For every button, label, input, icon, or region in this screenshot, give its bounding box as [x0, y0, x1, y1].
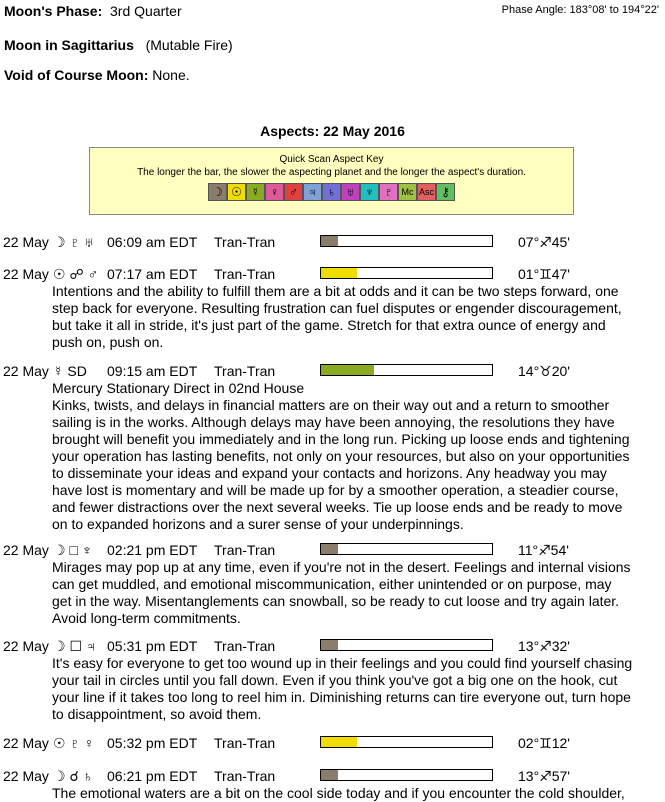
- key-glyph: ♆: [360, 183, 379, 201]
- aspect-glyphs: ☉ ♇ ♀: [53, 735, 95, 751]
- aspect-glyphs: ☿ SD: [53, 363, 87, 379]
- description-line: The emotional waters are a bit on the cool side today and if you encounter the cold shoulder,: [52, 785, 625, 801]
- duration-bar-fill: [321, 268, 357, 278]
- aspect-row: [0, 234, 665, 251]
- duration-bar: [320, 364, 493, 376]
- aspect-description: [52, 380, 652, 533]
- aspect-date: 22 May: [3, 638, 49, 654]
- duration-bar-fill: [321, 365, 374, 375]
- moon-phase-label: Moon's Phase:: [4, 3, 103, 19]
- aspect-description: [52, 559, 652, 627]
- void-of-course-label: Void of Course Moon:: [4, 67, 149, 83]
- aspect-type: Tran-Tran: [214, 542, 276, 558]
- aspect-glyphs: ☽ ☐ ♃: [53, 638, 97, 654]
- aspect-description: [52, 785, 652, 802]
- description-line: step back for everyone. Resulting frustration can fuel disputes or engender discouragement,: [52, 300, 622, 316]
- aspect-entry: [0, 735, 665, 752]
- key-title: Quick Scan Aspect Key: [279, 154, 384, 165]
- aspect-position: 14°♉20': [518, 363, 570, 379]
- description-line: Intentions and the ability to fulfill them are a bit at odds and it can be two steps forward, one: [52, 283, 619, 299]
- description-line: Kinks, twists, and delays in financial matters are on their way out and a return to smoother: [52, 397, 610, 413]
- aspect-type: Tran-Tran: [214, 234, 276, 250]
- duration-bar: [320, 267, 493, 279]
- aspect-entry: [0, 638, 665, 723]
- description-line: your operation has lasting benefits, not only on your resources, but also on your opportunities: [52, 448, 630, 464]
- aspect-glyphs: ☉ ☍ ♂: [53, 266, 99, 282]
- key-glyph: Mc: [398, 183, 417, 201]
- aspect-position: 11°♐54': [518, 542, 569, 558]
- key-subtitle: The longer the bar, the slower the aspecting planet and the longer the aspect's duration.: [137, 167, 526, 178]
- aspect-position: 02°♊12': [518, 735, 570, 751]
- key-glyph: ♄: [322, 183, 341, 201]
- duration-bar-fill: [321, 236, 338, 246]
- aspect-time: 07:17 am EDT: [107, 266, 198, 282]
- key-glyph: ☉: [227, 183, 246, 201]
- duration-bar: [320, 235, 493, 247]
- description-line: It's easy for everyone to get too wound up in their feelings and you could find yourself chasing: [52, 655, 633, 671]
- aspect-type: Tran-Tran: [214, 768, 276, 784]
- key-glyph: ⚷: [436, 183, 455, 201]
- moon-sign-label: Moon in Sagittarius: [4, 37, 134, 53]
- duration-bar-fill: [321, 544, 338, 554]
- aspect-description: [52, 283, 652, 351]
- moon-sign-note: (Mutable Fire): [145, 37, 233, 53]
- key-glyph: ♃: [303, 183, 322, 201]
- aspect-position: 01°♊47': [518, 266, 570, 282]
- void-of-course-value: None.: [152, 67, 190, 83]
- aspect-entry: [0, 266, 665, 351]
- key-glyph: ☿: [246, 183, 265, 201]
- aspect-type: Tran-Tran: [214, 363, 276, 379]
- description-line: your tail in circles until you fall down. Even if you think you've got a big one on the hook, cut: [52, 672, 618, 688]
- key-glyph-strip: [90, 183, 573, 201]
- aspect-position: 13°♐57': [518, 768, 570, 784]
- duration-bar-fill: [321, 770, 338, 780]
- aspect-description: [52, 655, 652, 723]
- description-line: Mercury Stationary Direct in 02nd House: [52, 380, 305, 396]
- aspect-entry: [0, 542, 665, 627]
- description-line: push on, push on.: [52, 334, 164, 350]
- description-line: Mirages may pop up at any time, even if you're not in the desert. Feelings and internal visions: [52, 559, 631, 575]
- aspect-time: 05:32 pm EDT: [107, 735, 198, 751]
- duration-bar: [320, 639, 493, 651]
- phase-angle: Phase Angle: 183°08' to 194°22': [501, 4, 659, 16]
- description-line: brought will benefit you immediately and in the long run. Picking up loose ends and tightening: [52, 431, 630, 447]
- void-of-course-line: [4, 67, 190, 83]
- aspect-time: 06:09 am EDT: [107, 234, 198, 250]
- aspect-time: 02:21 pm EDT: [107, 542, 198, 558]
- aspect-date: 22 May: [3, 768, 49, 784]
- key-glyph: Asc: [417, 183, 436, 201]
- aspect-glyphs: ☽ □ ♆: [53, 542, 93, 558]
- description-line: on to expanded horizons and a surer sense of your underpinnings.: [52, 516, 464, 532]
- aspect-date: 22 May: [3, 542, 49, 558]
- aspect-position: 13°♐32': [518, 638, 570, 654]
- aspect-time: 06:21 pm EDT: [107, 768, 198, 784]
- aspect-row: [0, 266, 665, 283]
- aspect-date: 22 May: [3, 234, 49, 250]
- aspect-position: 07°♐45': [518, 234, 570, 250]
- description-line: and fewer distractions over the next several weeks. Tie up loose ends and be ready to move: [52, 499, 623, 515]
- moon-phase-value: 3rd Quarter: [110, 3, 182, 19]
- quick-scan-aspect-key: [89, 147, 574, 215]
- key-glyph: ♅: [341, 183, 360, 201]
- key-glyph: ☽: [208, 183, 227, 201]
- aspect-entry: [0, 768, 665, 802]
- aspect-glyphs: ☽ ♇ ♅: [53, 234, 95, 250]
- aspect-time: 09:15 am EDT: [107, 363, 198, 379]
- description-line: can get muddled, and emotional miscommunication, either unintended or on purpose, may: [52, 576, 612, 592]
- aspect-date: 22 May: [3, 363, 49, 379]
- aspect-type: Tran-Tran: [214, 735, 276, 751]
- description-line: get in the way. Misentanglements can snowball, so be ready to cut loose and try again later.: [52, 593, 620, 609]
- duration-bar: [320, 769, 493, 781]
- aspect-entry: [0, 234, 665, 251]
- description-line: sailing is in the works. Although delays may have been annoying, the resolutions they have: [52, 414, 615, 430]
- aspect-row: [0, 768, 665, 785]
- aspect-date: 22 May: [3, 735, 49, 751]
- aspect-type: Tran-Tran: [214, 266, 276, 282]
- aspect-entry: [0, 363, 665, 533]
- aspect-glyphs: ☽ ☌ ♄: [53, 768, 94, 784]
- key-glyph: ♀: [265, 183, 284, 201]
- description-line: to disseminate your ideas and expand your contacts and horizons. Any headway you may: [52, 465, 607, 481]
- description-line: your line if it takes too long to reel him in. Diminishing returns can tire everyone out, turn hope: [52, 689, 631, 705]
- aspect-date: 22 May: [3, 266, 49, 282]
- moon-phase-line: [4, 3, 182, 19]
- description-line: have lost is momentary and will be made up for by a smoother operation, a steadier course,: [52, 482, 619, 498]
- duration-bar-fill: [321, 640, 338, 650]
- duration-bar: [320, 543, 493, 555]
- aspect-type: Tran-Tran: [214, 638, 276, 654]
- description-line: Avoid long-term commitments.: [52, 610, 241, 626]
- description-line: to disappointment, so avoid them.: [52, 706, 262, 722]
- aspects-title: Aspects: 22 May 2016: [260, 123, 405, 139]
- aspect-row: [0, 363, 665, 380]
- description-line: but take it all in stride, it's just part of the game. Stretch for that extra ounce of energy and: [52, 317, 606, 333]
- aspect-time: 05:31 pm EDT: [107, 638, 198, 654]
- key-glyph: ♇: [379, 183, 398, 201]
- aspect-row: [0, 638, 665, 655]
- duration-bar: [320, 736, 493, 748]
- moon-sign-line: [4, 37, 233, 53]
- aspect-row: [0, 735, 665, 752]
- key-glyph: ♂: [284, 183, 303, 201]
- aspect-row: [0, 542, 665, 559]
- duration-bar-fill: [321, 737, 357, 747]
